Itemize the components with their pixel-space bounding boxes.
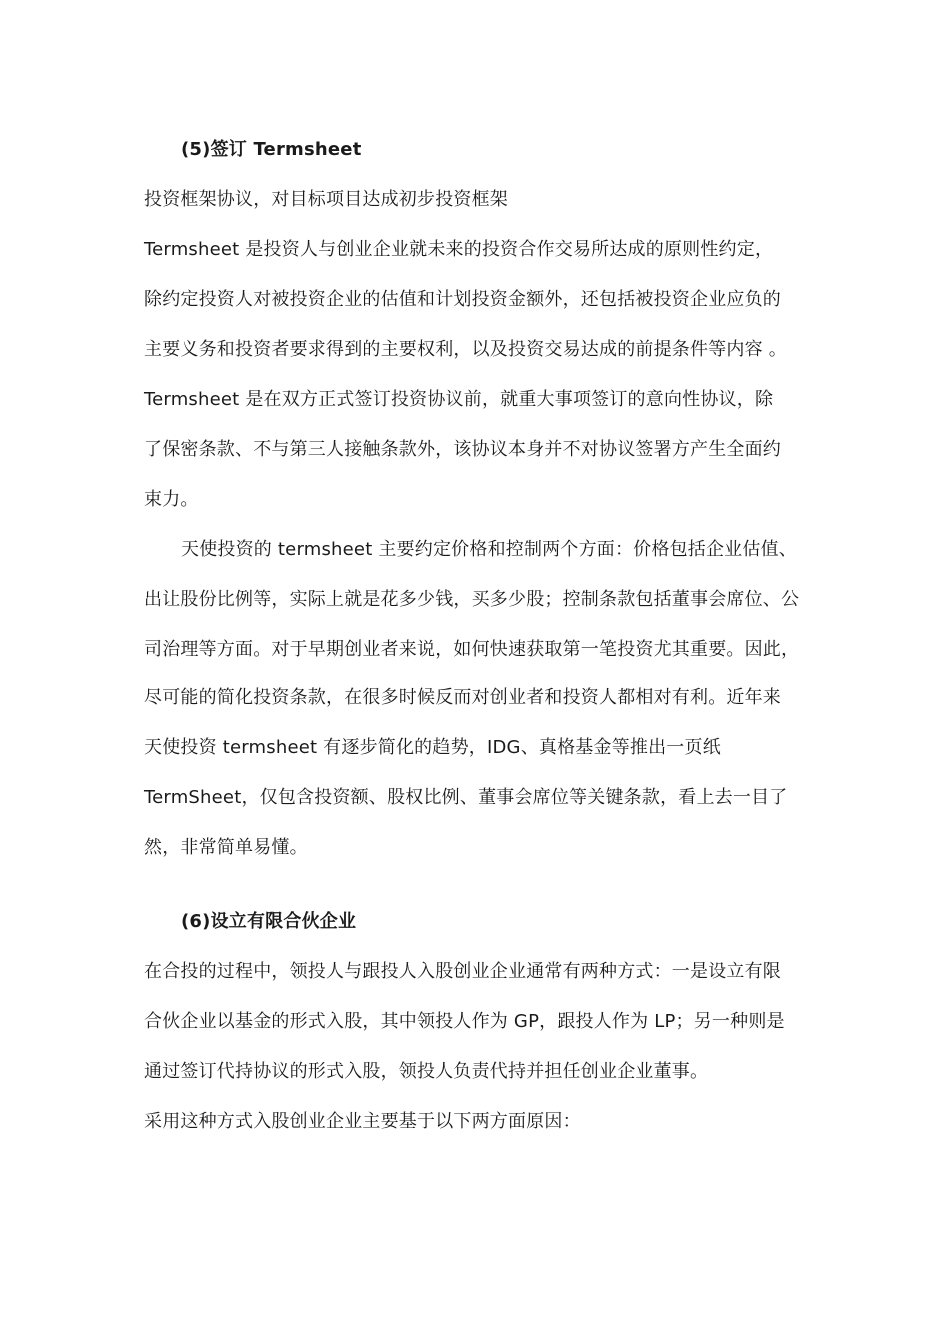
paragraph-line: 在合投的过程中，领投人与跟投人入股创业企业通常有两种方式：一是设立有限: [144, 961, 781, 982]
paragraph-line: 天使投资的 termsheet 主要约定价格和控制两个方面：价格包括企业估值、: [181, 539, 797, 560]
section-heading-6: (6)设立有限合伙企业: [181, 911, 357, 932]
paragraph-line: 出让股份比例等，实际上就是花多少钱，买多少股；控制条款包括董事会席位、公: [144, 589, 800, 610]
paragraph-line: 采用这种方式入股创业企业主要基于以下两方面原因：: [144, 1111, 581, 1132]
paragraph-line: 然，非常简单易懂。: [144, 837, 308, 858]
paragraph-line: 主要义务和投资者要求得到的主要权利，以及投资交易达成的前提条件等内容 。: [144, 339, 787, 360]
paragraph-line: 尽可能的简化投资条款，在很多时候反而对创业者和投资人都相对有利。近年来: [144, 687, 781, 708]
paragraph-line: 投资框架协议，对目标项目达成初步投资框架: [144, 189, 508, 210]
paragraph-line: Termsheet 是投资人与创业企业就未来的投资合作交易所达成的原则性约定，: [144, 239, 774, 260]
paragraph-line: 束力。: [144, 489, 199, 510]
section-heading-5: (5)签订 Termsheet: [181, 139, 362, 160]
paragraph-line: 除约定投资人对被投资企业的估值和计划投资金额外，还包括被投资企业应负的: [144, 289, 781, 310]
paragraph-line: 天使投资 termsheet 有逐步简化的趋势，IDG、真格基金等推出一页纸: [144, 737, 721, 758]
paragraph-line: 合伙企业以基金的形式入股，其中领投人作为 GP，跟投人作为 LP；另一种则是: [144, 1011, 785, 1032]
paragraph-line: 通过签订代持协议的形式入股，领投人负责代持并担任创业企业董事。: [144, 1061, 709, 1082]
paragraph-line: Termsheet 是在双方正式签订投资协议前，就重大事项签订的意向性协议，除: [144, 389, 774, 410]
paragraph-line: TermSheet，仅包含投资额、股权比例、董事会席位等关键条款，看上去一目了: [144, 787, 788, 808]
paragraph-line: 司治理等方面。对于早期创业者来说，如何快速获取第一笔投资尤其重要。因此，: [144, 639, 800, 660]
paragraph-line: 了保密条款、不与第三人接触条款外，该协议本身并不对协议签署方产生全面约: [144, 439, 781, 460]
